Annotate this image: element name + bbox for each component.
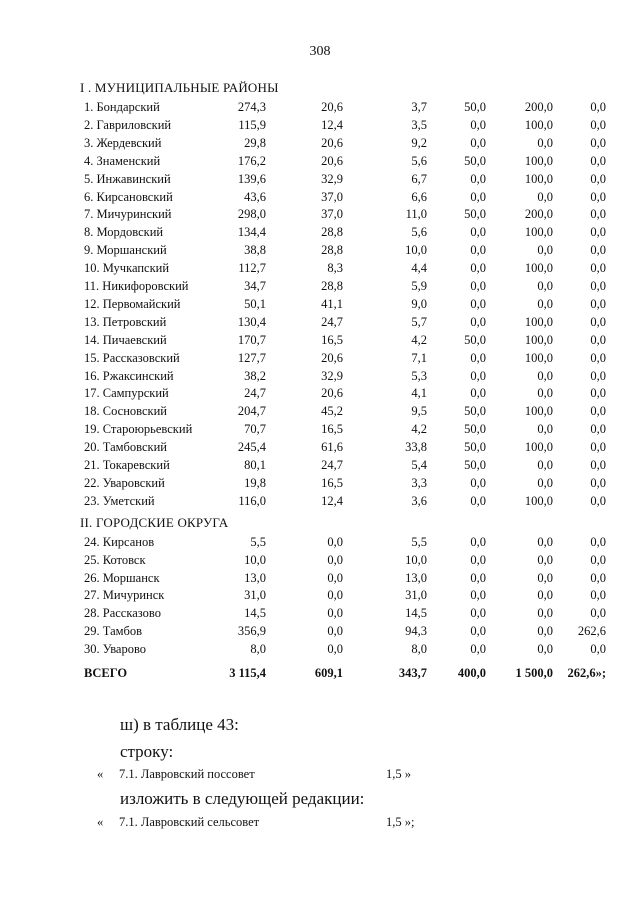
row-value-1: 204,7 <box>237 404 266 419</box>
row-value-4: 50,0 <box>464 153 486 168</box>
row-value-2: 20,6 <box>321 135 343 150</box>
row-value-5: 0,0 <box>537 535 553 549</box>
paragraph-replace: изложить в следующей редакции: <box>120 789 365 808</box>
row-name: 29. Тамбов <box>84 624 143 638</box>
row-value-1: 112,7 <box>238 261 266 276</box>
table-row <box>0 369 640 387</box>
row-value-4: 0,0 <box>470 570 486 585</box>
row-name: 26. Моршанск <box>84 570 160 585</box>
row-value-5: 100,0 <box>524 117 553 132</box>
row-value-1: 24,7 <box>244 386 266 401</box>
row-value-3: 4,2 <box>411 332 427 347</box>
row-value-2: 0,0 <box>327 606 343 621</box>
table-row <box>0 588 640 606</box>
row-name: 28. Рассказово <box>84 606 161 621</box>
row-value-2: 16,5 <box>321 475 343 490</box>
row-value-5: 0,0 <box>537 135 553 150</box>
quote-old <box>0 767 640 785</box>
row-value-6: 0,0 <box>590 279 606 293</box>
total-c2: 609,1 <box>314 666 343 680</box>
row-name: 9. Моршанский <box>84 243 167 258</box>
row-value-1: 127,7 <box>237 350 266 365</box>
row-value-3: 10,0 <box>405 552 427 567</box>
table-row <box>0 279 640 297</box>
row-value-1: 115,9 <box>238 117 266 132</box>
quote-value: 1,5 »; <box>386 815 415 829</box>
quote-name: 7.1. Лавровский сельсовет <box>119 815 260 829</box>
row-value-4: 0,0 <box>470 189 486 204</box>
row-value-4: 50,0 <box>464 332 486 347</box>
table-row <box>0 154 640 172</box>
row-value-4: 0,0 <box>470 279 486 293</box>
table-row <box>0 494 640 512</box>
table-row <box>0 315 640 333</box>
quote-value: 1,5 » <box>386 767 411 781</box>
row-name: 11. Никифоровский <box>84 279 189 293</box>
row-value-4: 0,0 <box>470 135 486 150</box>
row-value-4: 0,0 <box>470 606 486 621</box>
total-c5: 1 500,0 <box>515 666 553 680</box>
row-value-5: 0,0 <box>537 570 553 585</box>
table-row <box>0 606 640 624</box>
row-value-3: 4,2 <box>411 422 427 437</box>
table-row <box>0 422 640 440</box>
row-value-2: 20,6 <box>321 153 343 168</box>
row-name: 19. Староюрьевский <box>84 422 193 437</box>
table-row <box>0 535 640 553</box>
row-value-3: 4,4 <box>411 261 427 276</box>
row-value-3: 4,1 <box>411 386 427 401</box>
table-row <box>0 476 640 494</box>
table-row <box>0 404 640 422</box>
row-value-3: 3,7 <box>411 100 427 114</box>
row-name: 13. Петровский <box>84 314 167 329</box>
quote-open: « <box>97 767 104 781</box>
row-name: 20. Тамбовский <box>84 440 167 455</box>
row-value-4: 50,0 <box>464 207 486 222</box>
row-value-1: 274,3 <box>237 100 266 114</box>
row-value-3: 11,0 <box>405 207 427 222</box>
quote-name: 7.1. Лавровский поссовет <box>119 767 255 781</box>
table-row <box>0 642 640 660</box>
table-row <box>0 118 640 136</box>
row-name: 15. Рассказовский <box>84 350 180 365</box>
row-value-2: 28,8 <box>321 279 343 293</box>
row-value-2: 37,0 <box>321 207 343 222</box>
row-value-2: 24,7 <box>321 314 343 329</box>
row-value-6: 0,0 <box>590 117 606 132</box>
row-value-3: 14,5 <box>405 606 427 621</box>
row-value-3: 6,7 <box>411 171 427 186</box>
total-c3: 343,7 <box>398 666 427 680</box>
row-value-3: 9,2 <box>411 135 427 150</box>
row-value-6: 0,0 <box>590 243 606 258</box>
row-value-1: 13,0 <box>244 570 266 585</box>
row-value-2: 0,0 <box>327 588 343 603</box>
row-value-4: 0,0 <box>470 296 486 311</box>
row-value-3: 8,0 <box>411 641 427 656</box>
row-value-6: 262,6 <box>577 624 606 638</box>
row-value-5: 100,0 <box>524 225 553 240</box>
row-value-3: 13,0 <box>405 570 427 585</box>
row-name: 21. Токаревский <box>84 458 170 472</box>
row-value-3: 3,6 <box>411 493 427 508</box>
row-value-2: 0,0 <box>327 535 343 549</box>
row-value-1: 245,4 <box>237 440 266 455</box>
row-name: 12. Первомайский <box>84 296 181 311</box>
row-value-5: 100,0 <box>524 404 553 419</box>
table-row <box>0 243 640 261</box>
table-row <box>0 172 640 190</box>
row-name: 4. Знаменский <box>84 153 161 168</box>
row-value-5: 100,0 <box>524 314 553 329</box>
row-name: 2. Гавриловский <box>84 117 172 132</box>
row-value-1: 134,4 <box>237 225 266 240</box>
row-value-5: 0,0 <box>537 422 553 437</box>
row-value-5: 0,0 <box>537 641 553 656</box>
table-row <box>0 624 640 642</box>
total-c4: 400,0 <box>457 666 486 680</box>
row-value-5: 100,0 <box>524 493 553 508</box>
row-value-2: 20,6 <box>321 100 343 114</box>
section-title-urban: II. ГОРОДСКИЕ ОКРУГА <box>80 515 229 530</box>
row-name: 8. Мордовский <box>84 225 164 240</box>
row-value-6: 0,0 <box>590 440 606 455</box>
row-value-6: 0,0 <box>590 606 606 621</box>
row-value-2: 0,0 <box>327 641 343 656</box>
table-row <box>0 553 640 571</box>
row-value-6: 0,0 <box>590 458 606 472</box>
table-row <box>0 351 640 369</box>
row-value-6: 0,0 <box>590 552 606 567</box>
row-value-4: 0,0 <box>470 243 486 258</box>
row-value-4: 0,0 <box>470 475 486 490</box>
table-row <box>0 261 640 279</box>
row-value-4: 50,0 <box>464 458 486 472</box>
row-value-2: 20,6 <box>321 386 343 401</box>
row-value-4: 0,0 <box>470 314 486 329</box>
row-value-5: 0,0 <box>537 189 553 204</box>
row-value-3: 9,5 <box>411 404 427 419</box>
row-value-4: 0,0 <box>470 171 486 186</box>
total-c1: 3 115,4 <box>229 666 266 680</box>
row-value-6: 0,0 <box>590 570 606 585</box>
table-row <box>0 100 640 118</box>
row-value-3: 3,3 <box>411 475 427 490</box>
quote-open: « <box>97 815 104 829</box>
row-value-2: 0,0 <box>327 624 343 638</box>
table-row <box>0 297 640 315</box>
row-value-5: 0,0 <box>537 606 553 621</box>
row-value-1: 130,4 <box>237 314 266 329</box>
row-value-2: 0,0 <box>327 552 343 567</box>
row-value-5: 0,0 <box>537 552 553 567</box>
row-value-4: 0,0 <box>470 386 486 401</box>
row-value-1: 19,8 <box>244 475 266 490</box>
row-name: 5. Инжавинский <box>84 171 171 186</box>
table-row <box>0 458 640 476</box>
row-value-3: 33,8 <box>405 440 427 455</box>
row-value-1: 29,8 <box>244 135 266 150</box>
row-value-3: 5,6 <box>411 153 427 168</box>
row-value-4: 50,0 <box>464 404 486 419</box>
row-value-3: 5,7 <box>411 314 427 329</box>
row-value-1: 10,0 <box>244 552 266 567</box>
table-row <box>0 190 640 208</box>
row-value-1: 139,6 <box>237 171 266 186</box>
row-value-5: 0,0 <box>537 588 553 603</box>
table-row <box>0 136 640 154</box>
row-value-3: 7,1 <box>411 350 427 365</box>
row-value-1: 8,0 <box>250 641 266 656</box>
row-value-1: 38,8 <box>244 243 266 258</box>
row-value-5: 100,0 <box>524 261 553 276</box>
row-value-6: 0,0 <box>590 386 606 401</box>
row-value-6: 0,0 <box>590 535 606 549</box>
row-name: 7. Мичуринский <box>84 207 172 222</box>
row-value-1: 38,2 <box>244 368 266 383</box>
row-value-5: 0,0 <box>537 243 553 258</box>
row-value-3: 5,9 <box>411 279 427 293</box>
row-value-5: 200,0 <box>524 100 553 114</box>
row-value-1: 14,5 <box>244 606 266 621</box>
row-value-1: 5,5 <box>250 535 266 549</box>
total-label: ВСЕГО <box>84 666 128 680</box>
row-value-3: 5,4 <box>411 458 427 472</box>
row-value-3: 9,0 <box>411 296 427 311</box>
row-value-6: 0,0 <box>590 641 606 656</box>
row-value-3: 10,0 <box>405 243 427 258</box>
row-value-4: 0,0 <box>470 552 486 567</box>
row-name: 24. Кирсанов <box>84 535 155 549</box>
row-value-6: 0,0 <box>590 475 606 490</box>
row-value-2: 8,3 <box>327 261 343 276</box>
row-value-6: 0,0 <box>590 332 606 347</box>
row-value-6: 0,0 <box>590 225 606 240</box>
row-value-6: 0,0 <box>590 588 606 603</box>
row-value-2: 41,1 <box>321 296 343 311</box>
row-value-1: 356,9 <box>237 624 266 638</box>
row-name: 6. Кирсановский <box>84 189 173 204</box>
row-value-4: 0,0 <box>470 350 486 365</box>
row-value-6: 0,0 <box>590 350 606 365</box>
row-value-2: 32,9 <box>321 368 343 383</box>
row-value-4: 0,0 <box>470 588 486 603</box>
row-name: 25. Котовск <box>84 552 146 567</box>
row-value-2: 28,8 <box>321 243 343 258</box>
row-value-1: 50,1 <box>244 296 266 311</box>
row-value-6: 0,0 <box>590 404 606 419</box>
table-row <box>0 207 640 225</box>
row-value-4: 0,0 <box>470 117 486 132</box>
row-value-5: 100,0 <box>524 153 553 168</box>
row-value-6: 0,0 <box>590 153 606 168</box>
row-value-4: 50,0 <box>464 100 486 114</box>
row-value-6: 0,0 <box>590 261 606 276</box>
row-value-5: 100,0 <box>524 440 553 455</box>
row-value-2: 45,2 <box>321 404 343 419</box>
row-name: 18. Сосновский <box>84 404 167 419</box>
row-value-1: 70,7 <box>244 422 266 437</box>
row-value-2: 16,5 <box>321 332 343 347</box>
table-row <box>0 440 640 458</box>
row-value-3: 5,6 <box>411 225 427 240</box>
row-value-6: 0,0 <box>590 189 606 204</box>
row-value-2: 28,8 <box>321 225 343 240</box>
row-name: 10. Мучкапский <box>84 261 170 276</box>
row-value-6: 0,0 <box>590 422 606 437</box>
row-value-4: 0,0 <box>470 368 486 383</box>
row-value-3: 31,0 <box>405 588 427 603</box>
row-value-5: 0,0 <box>537 386 553 401</box>
page-number: 308 <box>309 44 331 59</box>
row-value-1: 31,0 <box>244 588 266 603</box>
row-value-5: 100,0 <box>524 171 553 186</box>
paragraph-table-43: ш) в таблице 43: <box>120 715 239 734</box>
row-value-1: 43,6 <box>244 189 266 204</box>
row-value-3: 3,5 <box>411 117 427 132</box>
row-value-5: 0,0 <box>537 475 553 490</box>
row-value-2: 37,0 <box>321 189 343 204</box>
row-value-1: 80,1 <box>244 458 266 472</box>
quote-new <box>0 815 640 833</box>
row-name: 3. Жердевский <box>84 135 162 150</box>
row-value-6: 0,0 <box>590 368 606 383</box>
row-name: 14. Пичаевский <box>84 332 167 347</box>
row-value-1: 298,0 <box>237 207 266 222</box>
row-value-5: 0,0 <box>537 624 553 638</box>
row-value-6: 0,0 <box>590 135 606 150</box>
row-value-1: 170,7 <box>237 332 266 347</box>
row-value-1: 116,0 <box>238 493 266 508</box>
table-row <box>0 571 640 589</box>
total-row <box>0 666 640 684</box>
row-value-5: 200,0 <box>524 207 553 222</box>
table-row <box>0 333 640 351</box>
row-value-6: 0,0 <box>590 493 606 508</box>
row-value-6: 0,0 <box>590 207 606 222</box>
row-value-5: 0,0 <box>537 296 553 311</box>
row-value-4: 50,0 <box>464 440 486 455</box>
section-title-municipal: I . МУНИЦИПАЛЬНЫЕ РАЙОНЫ <box>80 80 279 95</box>
row-value-4: 0,0 <box>470 535 486 549</box>
row-value-2: 16,5 <box>321 422 343 437</box>
row-value-5: 0,0 <box>537 368 553 383</box>
row-name: 27. Мичуринск <box>84 588 165 603</box>
row-value-4: 0,0 <box>470 225 486 240</box>
row-name: 22. Уваровский <box>84 475 165 490</box>
row-value-4: 0,0 <box>470 641 486 656</box>
row-name: 16. Ржаксинский <box>84 368 174 383</box>
row-value-3: 5,5 <box>411 535 427 549</box>
row-value-5: 100,0 <box>524 350 553 365</box>
row-value-2: 0,0 <box>327 570 343 585</box>
row-value-1: 34,7 <box>244 279 266 293</box>
row-value-3: 6,6 <box>411 189 427 204</box>
row-name: 23. Уметский <box>84 493 155 508</box>
row-value-3: 5,3 <box>411 368 427 383</box>
row-value-6: 0,0 <box>590 314 606 329</box>
table-row <box>0 386 640 404</box>
row-value-2: 12,4 <box>321 117 343 132</box>
row-value-2: 61,6 <box>321 440 343 455</box>
row-value-4: 0,0 <box>470 493 486 508</box>
row-value-4: 0,0 <box>470 624 486 638</box>
row-value-1: 176,2 <box>237 153 266 168</box>
row-value-5: 0,0 <box>537 279 553 293</box>
row-value-6: 0,0 <box>590 296 606 311</box>
row-value-3: 94,3 <box>405 624 427 638</box>
row-value-2: 20,6 <box>321 350 343 365</box>
row-value-4: 50,0 <box>464 422 486 437</box>
row-value-2: 24,7 <box>321 458 343 472</box>
row-name: 1. Бондарский <box>84 100 160 114</box>
paragraph-row: строку: <box>120 742 174 761</box>
row-value-5: 100,0 <box>524 332 553 347</box>
row-value-4: 0,0 <box>470 261 486 276</box>
row-value-2: 32,9 <box>321 171 343 186</box>
row-name: 30. Уварово <box>84 641 147 656</box>
row-value-6: 0,0 <box>590 171 606 186</box>
row-value-5: 0,0 <box>537 458 553 472</box>
total-c6: 262,6»; <box>567 666 606 680</box>
table-row <box>0 225 640 243</box>
row-value-6: 0,0 <box>590 100 606 114</box>
row-value-2: 12,4 <box>321 493 343 508</box>
row-name: 17. Сампурский <box>84 386 169 401</box>
